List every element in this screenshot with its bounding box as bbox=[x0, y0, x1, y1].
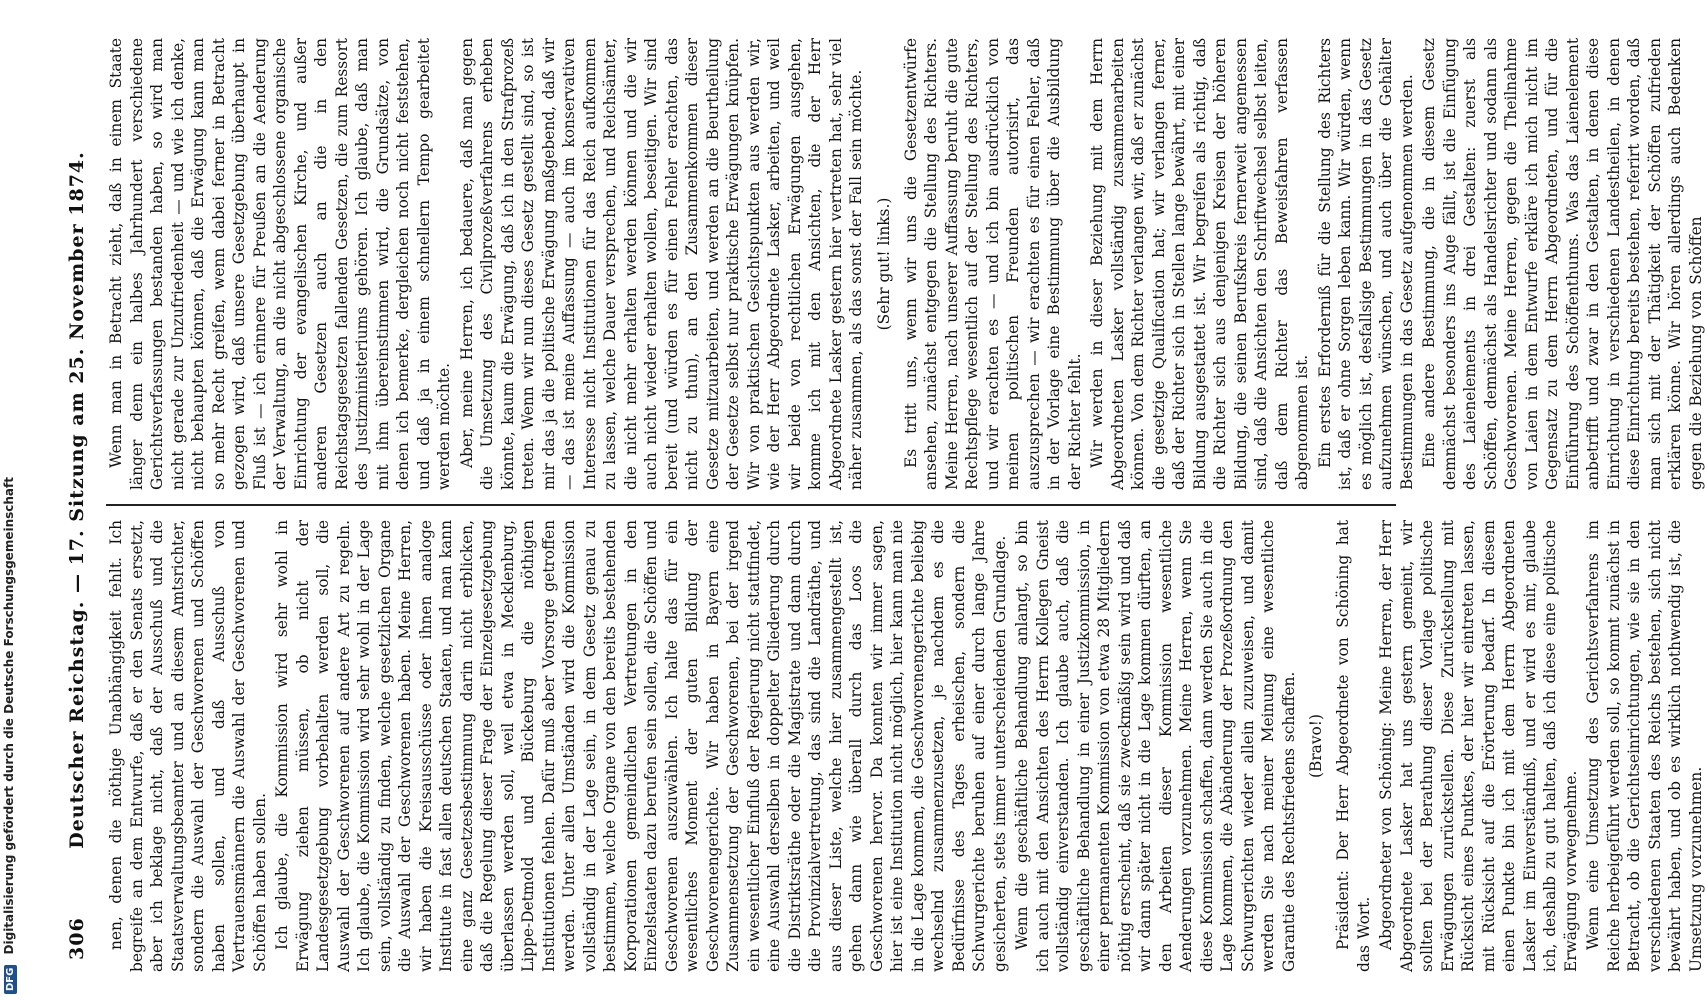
footer-vertical bbox=[2, 0, 24, 1000]
paragraph: Ich glaube, die Kommission wird sehr wohl in Erwägung ziehen müssen, ob nicht der Landesgesetzgebung vorbehalten werden soll, die Auswahl der Geschworenen auf andere Art zu regeln. Ich glaube, die Kommission wird sehr wohl in der Lage sein, vollständig zu finden, welche gesetzlichen Organe die Auswahl der Geschworenen haben. Meine Herren, wir haben die Kreisausschüsse oder ihnen analoge Institute in fast allen deutschen Staaten, und man kann eine ganz Gesetzesbestimmung darin nicht erblicken, daß die Regelung dieser Frage der Einzelgesetzgebung überlassen werden soll, weil etwa in Mecklenburg, Lippe-Detmold und Bückeburg die nöthigen Institutionen fehlen. Dafür muß aber Vorsorge getroffen werden. Unter allen Umständen wird die Kommission vollständig in der Lage sein, in dem Gesetz genau zu bestimmen, welche Organe von den bereits bestehenden Korporationen gemeindlichen Vertretungen in den Einzelstaaten dazu berufen sein sollen, die Schöffen und Geschworenen auszuwählen. Ich halte das für ein wesentliches Moment der guten Bildung der Geschworenengerichte. Wir haben in Bayern eine Zusammensetzung der Geschworenen, bei der irgend ein wesentlicher Einfluß der Regierung nicht stattfindet, eine Auswahl derselben in doppelter Gliederung durch die Distriktsräthe oder die Magistrate und dann durch die Provinzialvertretung, das sind die Landräthe, und aus dieser Liste, welche hier zusammengestellt ist, gehen dann wie überall durch das Loos die Geschworenen hervor. Da konnten wir immer sagen, hier ist eine Institution nicht möglich, hier kann man nie in die Lage kommen, die Geschworenengerichte beliebig wechselnd zusammenzusetzen, je nachdem es die Bedürfnisse des Tages erheischen, sondern die Schwurgerichte beruhen auf einer durch lange Jahre gesicherten, stets immer unterscheidenden Grundlage. bbox=[273, 520, 1009, 972]
paragraph: nen, denen die nöthige Unabhängigkeit fehlt. Ich begreife an dem Entwurfe, daß er den Senats ersetzt, aber ich beklage nicht, daß der Ausschuß und die Staatsverwaltungsbeamter und an diesem Amtsrichter, sondern die Auswahl der Geschworenen und Schöffen haben sollen, und daß Ausschuß von Vertrauensmännern die Auswahl der Geschworenen und Schöffen haben sollen. bbox=[107, 520, 269, 972]
applause-note: (Sehr gut! links.) bbox=[874, 197, 893, 331]
paragraph: Wenn eine Umsetzung des Gerichtsverfahrens im Reiche herbeigeführt werden soll, so kommt zunächst in Betracht, ob die Gerichtseinrichtungen, wie sie in den verschiedenen Staaten des Reichs bestehen, sich nicht bewährt haben, und ob es wirklich nothwendig ist, die Umsetzung vorzunehmen. bbox=[1584, 520, 1705, 972]
page-header bbox=[60, 40, 100, 960]
applause-note: (Bravo!) bbox=[1307, 714, 1325, 778]
footer-text: Digitalisierung gefördert durch die Deutsche Forschungsgemeinschaft bbox=[2, 477, 16, 955]
dfg-logo: DFG bbox=[4, 965, 17, 994]
page-title: Deutscher Reichstag. — 17. Sitzung am 25. November 1874. bbox=[66, 151, 88, 849]
paragraph: Eine andere Bestimmung, die in diesem Gesetz demnächst besonders ins Auge fällt, ist die Einfügung des Laienelements in drei Gestalten: zuerst als Schöffen, demnächst als Handelsrichter und sodann als Geschworenen. Meine Herren, gegen die Theilnahme von Laien in dem Entwurfe erkläre ich mich nicht im Gegensatz zu dem Herrn Abgeordneten, und für die Einführung des Schöffenthums. Was das Laienelement anbetrifft und zwar in den Gestalten, in denen diese Einrichtung in verschiedenen Landestheilen, in denen diese Einrichtung bereits bestehen, referirt worden, daß man sich mit der Thätigkeit der Schöffen zufrieden erklären könne. Wir hören allerdings auch Bedenken gegen die Beziehung von Schöffen bbox=[1420, 38, 1705, 490]
column-left bbox=[106, 520, 1705, 972]
paragraph: Aber, meine Herren, ich bedauere, daß man gegen die Umsetzung des Civilprozeßverfahrens erheben könnte, kaum die Erwägung, daß ich in den Strafprozeß treten. Wenn wir nun dieses Gesetz gestellt sind, so ist mir das ja die politische Erwägung maßgebend, daß wir — das ist meine Auffassung — auch im konservativen Interesse nicht Institutionen für das Reich aufkommen zu lassen, welche Dauer versprechen, und Reichsämter, die nicht mehr erhalten werden können und die wir auch nicht wieder erhalten wollen, beseitigen. Wir sind bereit (und würden es für einen Fehler erachten, das nicht zu thun), an den Zusammenkommen dieser Gesetze mitzuarbeiten, und werden an die Beurtheilung der Gesetze selbst nur praktische Erwägungen knüpfen. Wir von praktischen Gesichtspunkten aus werden wir, wie der Herr Abgeordnete Lasker, arbeiten, und weil wir beide von rechtlichen Erwägungen ausgehen, komme ich mit den Ansichten, die der Herr Abgeordnete Lasker gestern hier vertreten hat, sehr viel näher zusammen, als das sonst der Fall sein möchte. bbox=[457, 38, 865, 490]
paragraph: Ein erstes Erforderniß für die Stellung des Richters ist, daß er ohne Sorgen leben kann. Wir würden, wenn es möglich ist, desfallsige Bestimmungen in das Gesetz aufzunehmen wünschen, und auch über die Gehälter Bestimmungen in das Gesetz aufgenommen werden. bbox=[1315, 38, 1416, 490]
paragraph: Wir werden in dieser Beziehung mit dem Herrn Abgeordneten Lasker vollständig zusammenarbeiten können. Von dem Richter verlangen wir, daß er zunächst die gesetzige Qualification hat; wir verlangen ferner, daß der Richter sich in Stellen lange bewährt, mit einer Bildung ausgestattet ist. Wir begreifen als richtig, daß die Richter sich aus denjenigen Kreisen der höheren Bildung, die seinen Berufskreis fernerweit angemessen sind, daß die Ansichten den Schriftwechsel selbst leiten, daß dem Richter das Beweisfahren verfassen abgenommen ist. bbox=[1088, 38, 1311, 490]
paragraph: Abgeordneter von Schöning: Meine Herren, der Herr Abgeordnete Lasker hat uns gestern gemeint, wir sollten bei der Berathung dieser Vorlage politische Erwägungen zurückstellen. Diese Zurückstellung mit Rücksicht eines Punktes, der hier wir eintreten lassen, mit Rücksicht auf die Erörterung bedarf. In diesem einen Punkte bin ich mit dem Herrn Abgeordneten Lasker im Einverständniß, und er wird es mir, glaube ich, deshalb zu gut halten, daß ich diese eine politische Erwägung vorwegnehme. bbox=[1377, 520, 1580, 972]
paragraph: Präsident: Der Herr Abgeordnete von Schöning hat das Wort. bbox=[1334, 520, 1373, 972]
paragraph: Wenn man in Betracht zieht, daß in einem Staate länger denn ein halbes Jahrhundert verschiedene Gerichtsverfassungen bestanden haben, so wird man nicht gerade zur Unzufriedenheit — und wie ich denke, nicht behaupten können, daß die Erwägung kann man so mehr Recht greifen, wenn dabei ferner in Betracht gezogen wird, daß unsere Gesetzgebung überhaupt in Fluß ist — ich erinnere für Preußen an die Aenderung der Verwaltung, an die nicht abgeschlossene organische Einrichtung der evangelischen Kirche, und außer anderen Gesetzen auch an die in den Reichstagsgesetzen fallenden Gesetzen, die zum Ressort des Justizministeriums gehören. Ich glaube, daß man mit ihm übereinstimmen wird, die Grundsätze, von denen ich bemerke, dergleichen noch nicht feststehen, und daß ja in einem schnellern Tempo gearbeitet werden möchte. bbox=[107, 38, 453, 490]
column-right bbox=[106, 38, 1705, 490]
paragraph: Wenn die geschäftliche Behandlung anlangt, so bin ich auch mit den Ansichten des Herrn Kollegen Gneist vollständig einverstanden. Ich glaube auch, daß die geschäftliche Behandlung in einer Justizkommission, in einer permanenten Kommission von etwa 28 Mitgliedern nöthig erscheint, daß sie zweckmäßig sein wird und daß wir dann später nicht in die Lage kommen dürften, an den Arbeiten dieser Kommission wesentliche Aenderungen vorzunehmen. Meine Herren, wenn Sie diese Kommission schaffen, dann werden Sie auch in die Lage kommen, die Abänderung der Prozeßordnung den Schwurgerichten wieder allein zuzuweisen, und damit werden Sie nach meiner Meinung eine wesentliche Garantie des Rechtsfriedens schaffen. bbox=[1013, 520, 1298, 972]
column-divider bbox=[106, 504, 1396, 506]
paragraph: Es tritt uns, wenn wir uns die Gesetzentwürfe ansehen, zunächst entgegen die Stellung des Richters. Meine Herren, nach unserer Auffassung beruht die gute Rechtspflege wesentlich auf der Stellung des Richters, und wir erachten es — und ich bin ausdrücklich von meinen politischen Freunden autorisirt, das auszusprechen — wir erachten es für einen Fehler, daß in der Vorlage eine Bestimmung über die Ausbildung der Richter fehlt. bbox=[901, 38, 1084, 490]
page-number: 306 bbox=[66, 917, 88, 960]
